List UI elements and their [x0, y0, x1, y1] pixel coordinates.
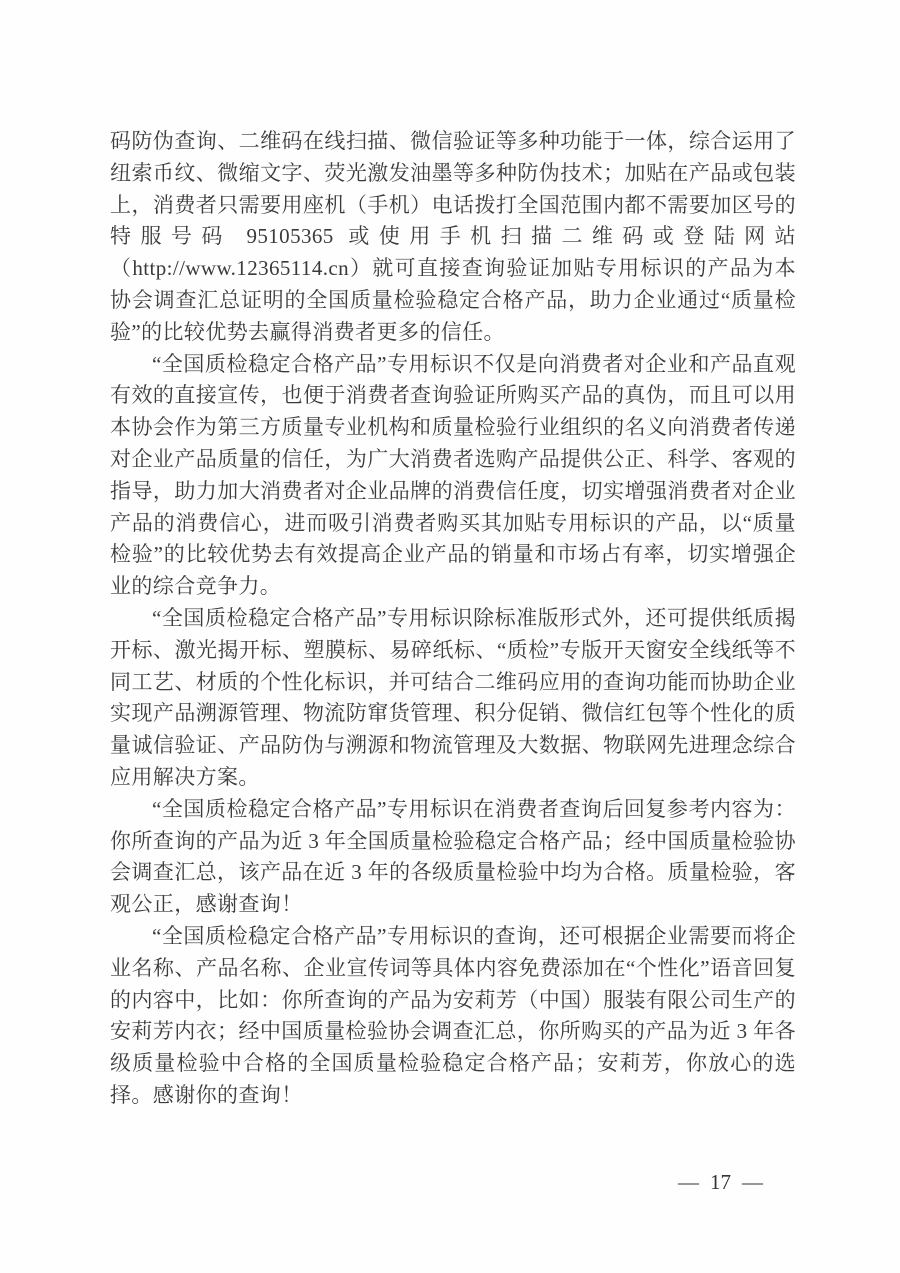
paragraph-query-reply-template: “全国质检稳定合格产品”专用标识在消费者查询后回复参考内容为：你所查询的产品为近 3 年全国质量检验稳定合格产品；经中国质量检验协会调查汇总，该产品在近 3 年的各级质量检验中均为合格。质量检验，客观公正，感谢查询！: [110, 796, 796, 917]
document-body: [110, 126, 796, 1112]
paragraph-anti-counterfeit-query: 码防伪查询、二维码在线扫描、微信验证等多种功能于一体，综合运用了纽索币纹、微缩文字、荧光激发油墨等多种防伪技术；加贴在产品或包装上，消费者只需要用座机（手机）电话拨打全国范围内都不需要加区号的特服号码 95105365 或使用手机扫描二维码或登陆网站（http://www.12365114.cn）就可直接查询验证加贴专用标识的产品为本协会调查汇总证明的全国质量检验稳定合格产品，助力企业通过“质量检验”的比较优势去赢得消费者更多的信任。: [110, 129, 796, 344]
page-number: 17: [710, 1170, 731, 1194]
footer-right-dash: —: [742, 1170, 763, 1194]
paragraph-personalized-reply-example: “全国质检稳定合格产品”专用标识的查询，还可根据企业需要而将企业名称、产品名称、企业宣传词等具体内容免费添加在“个性化”语音回复的内容中，比如：你所查询的产品为安莉芳（中国）服装有限公司生产的安莉芳内衣；经中国质量检验协会调查汇总，你所购买的产品为近 3 年各级质量检验中合格的全国质量检验稳定合格产品；安莉芳，你放心的选择。感谢你的查询！: [110, 923, 796, 1107]
footer-left-dash: —: [678, 1170, 699, 1194]
page-footer: [678, 1170, 763, 1194]
paragraph-label-promotion: “全国质检稳定合格产品”专用标识不仅是向消费者对企业和产品直观有效的直接宣传，也便于消费者查询验证所购买产品的真伪，而且可以用本协会作为第三方质量专业机构和质量检验行业组织的名义向消费者传递对企业产品质量的信任，为广大消费者选购产品提供公正、科学、客观的指导，助力加大消费者对企业品牌的消费信任度，切实增强消费者对企业产品的消费信心，进而吸引消费者购买其加贴专用标识的产品，以“质量检验”的比较优势去有效提高企业产品的销量和市场占有率，切实增强企业的综合竞争力。: [110, 351, 796, 599]
paragraph-label-variants: “全国质检稳定合格产品”专用标识除标准版形式外，还可提供纸质揭开标、激光揭开标、塑膜标、易碎纸标、“质检”专版开天窗安全线纸等不同工艺、材质的个性化标识，并可结合二维码应用的查询功能而协助企业实现产品溯源管理、物流防窜货管理、积分促销、微信红包等个性化的质量诚信验证、产品防伪与溯源和物流管理及大数据、物联网先进理念综合应用解决方案。: [110, 605, 796, 789]
